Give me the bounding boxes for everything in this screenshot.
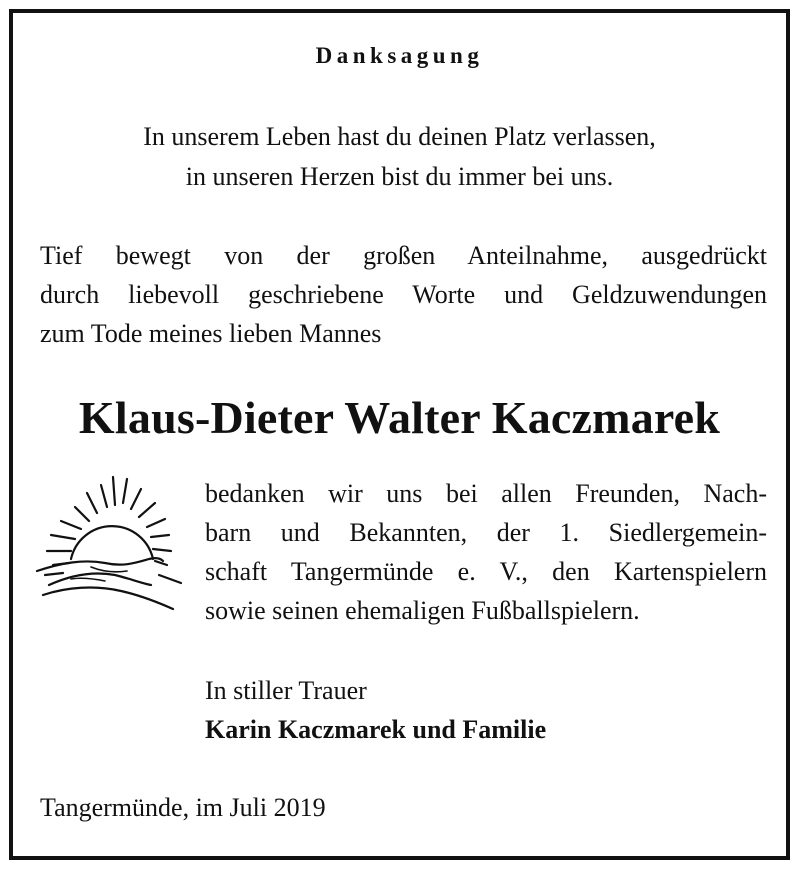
body-line: bedanken wir uns bei allen Freunden, Nach- bbox=[205, 479, 767, 508]
quote-line: in unseren Herzen bist du immer bei uns. bbox=[185, 162, 614, 191]
mourning-line: In stiller Trauer bbox=[205, 676, 367, 705]
body-line: barn und Bekannten, der 1. Siedlergemein- bbox=[205, 518, 767, 547]
thanks-paragraph bbox=[40, 236, 767, 353]
obituary-card bbox=[9, 9, 790, 860]
place-date: Tangermünde, im Juli 2019 bbox=[40, 793, 326, 822]
deceased-name: Klaus-Dieter Walter Kaczmarek bbox=[78, 392, 721, 443]
family-signature: Karin Kaczmarek und Familie bbox=[205, 715, 547, 744]
thanks-line: durch liebevoll geschriebene Worte und Geldzuwendungen bbox=[40, 280, 767, 309]
thanks-line: Tief bewegt von der großen Anteilnahme, ausgedrückt bbox=[40, 241, 767, 270]
memorial-quote bbox=[13, 117, 786, 197]
body-line: schaft Tangermünde e. V., den Kartenspielern bbox=[205, 557, 767, 586]
heading: Danksagung bbox=[315, 43, 484, 68]
body-line: sowie seinen ehemaligen Fußballspielern. bbox=[205, 596, 640, 625]
sunset-over-hills-icon bbox=[31, 467, 191, 617]
acknowledgement-paragraph bbox=[205, 474, 767, 630]
quote-line: In unserem Leben hast du deinen Platz verlassen, bbox=[143, 122, 656, 151]
thanks-line: zum Tode meines lieben Mannes bbox=[40, 319, 382, 348]
